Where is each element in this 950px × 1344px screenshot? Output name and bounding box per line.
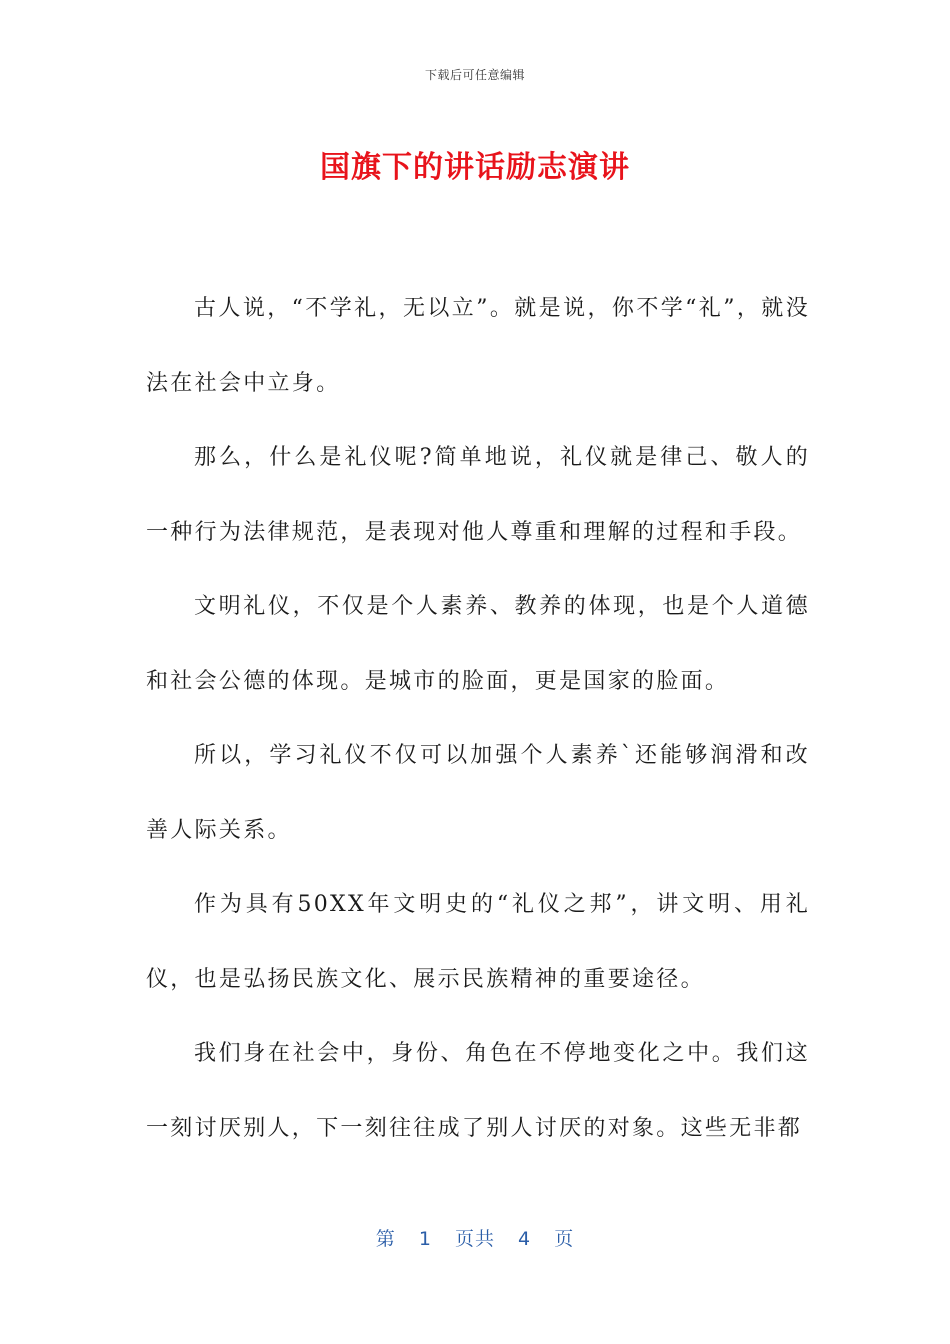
- document-body: [146, 272, 810, 1166]
- header-note: 下载后可任意编辑: [424, 68, 525, 82]
- page-footer: [0, 1224, 950, 1251]
- total-pages-number: 4: [518, 1228, 532, 1250]
- paragraph: 文明礼仪，不仅是个人素养、教养的体现，也是个人道德和社会公德的体现。是城市的脸面，更是国家的脸面。: [146, 594, 810, 694]
- page-middle-text: 页共: [454, 1228, 495, 1250]
- paragraph: 古人说，“不学礼，无以立”。就是说，你不学“礼”，就没法在社会中立身。: [146, 296, 810, 396]
- paragraph: 作为具有50XX年文明史的“礼仪之邦”，讲文明、用礼仪，也是弘扬民族文化、展示民族精神的重要途径。: [146, 892, 810, 992]
- paragraph: 那么，什么是礼仪呢?简单地说，礼仪就是律己、敬人的一种行为法律规范，是表现对他人尊重和理解的过程和手段。: [146, 445, 810, 545]
- paragraph: 所以，学习礼仪不仅可以加强个人素养`还能够润滑和改善人际关系。: [146, 743, 810, 843]
- page-prefix: 第: [375, 1228, 396, 1250]
- page-suffix: 页: [554, 1228, 575, 1250]
- document-title: 国旗下的讲话励志演讲: [320, 150, 630, 185]
- paragraph: 我们身在社会中，身份、角色在不停地变化之中。我们这一刻讨厌别人，下一刻往往成了别人讨厌的对象。这些无非都: [146, 1041, 810, 1141]
- current-page-number: 1: [418, 1228, 432, 1250]
